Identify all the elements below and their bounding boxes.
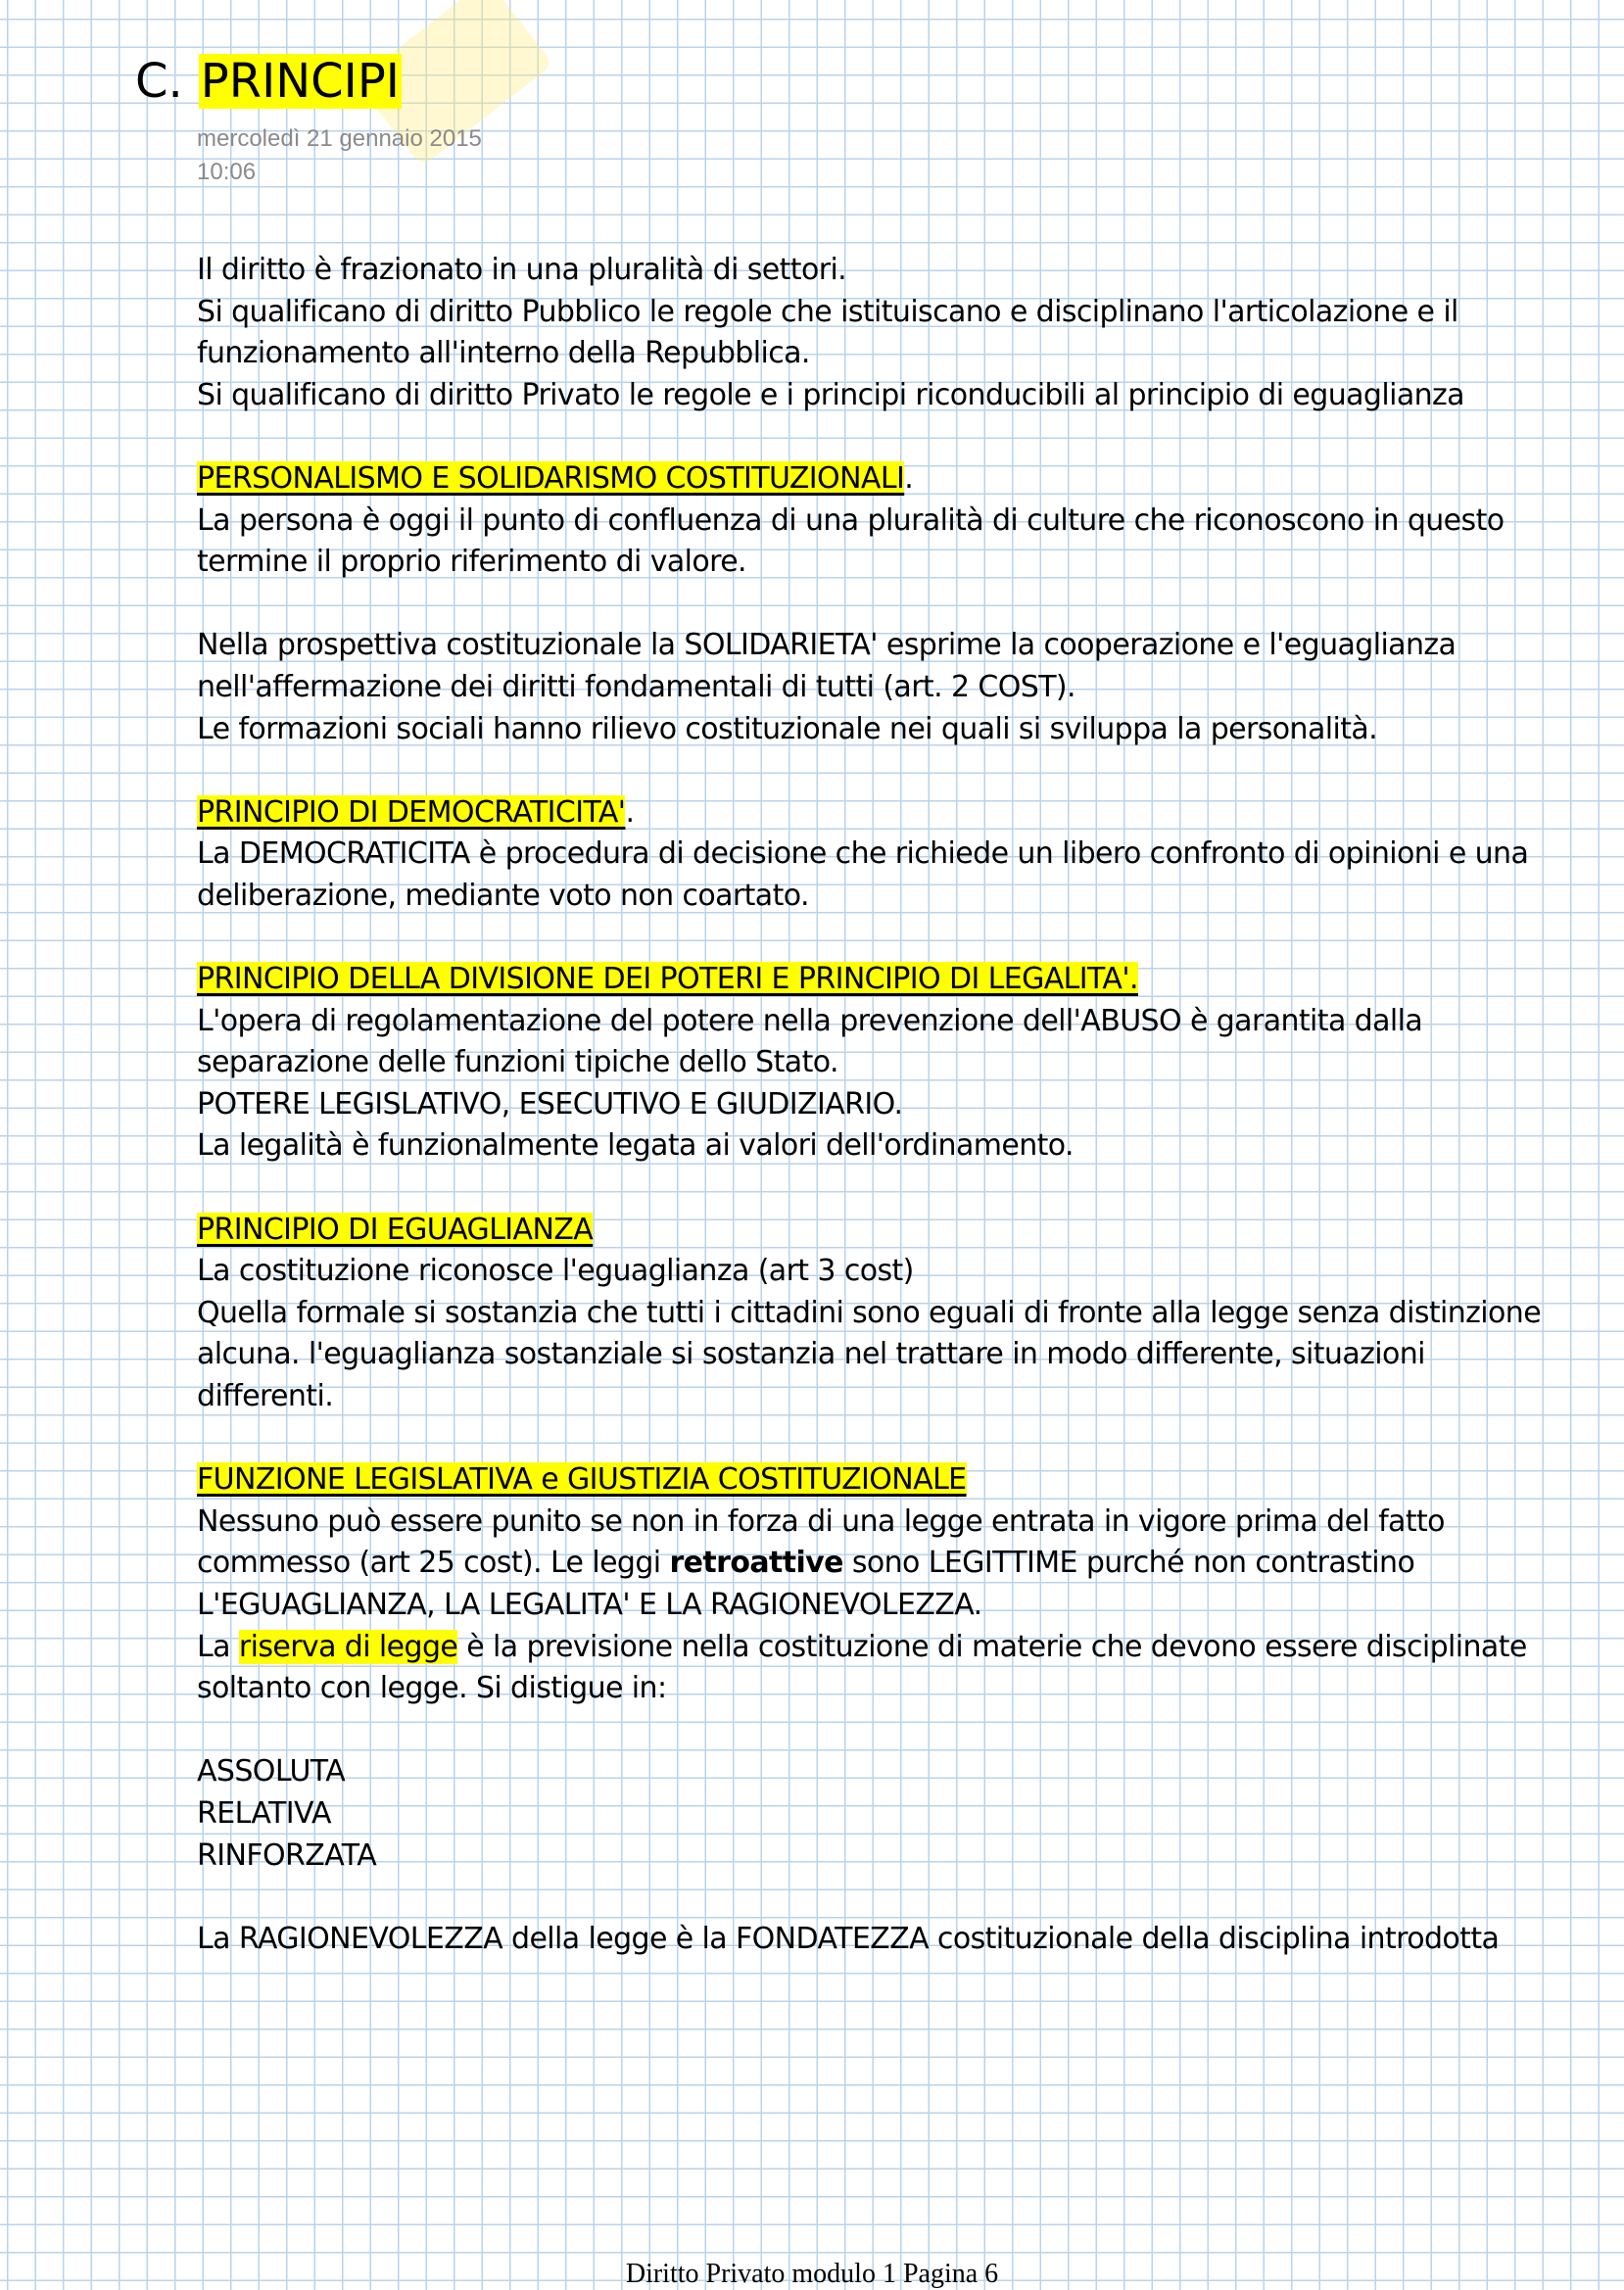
bold-term: retroattive (669, 1546, 843, 1581)
text-line: nell'affermazione dei diritti fondamentali di tutti (art. 2 COST). (197, 669, 1075, 704)
text-line: La legalità è funzionalmente legata ai valori dell'ordinamento. (197, 1128, 1074, 1164)
blank-line (197, 918, 1558, 960)
title-text: PRINCIPI (200, 54, 400, 109)
blank-line (197, 1877, 1558, 1919)
list-item: RINFORZATA (197, 1837, 377, 1873)
text-line: La DEMOCRATICITA è procedura di decisione che richiede un libero confronto di opinioni e una (197, 836, 1529, 872)
text-line: termine il proprio riferimento di valore. (197, 545, 746, 580)
section-heading-eguaglianza (197, 1210, 1558, 1252)
highlighted-term: riserva di legge (238, 1629, 458, 1664)
section-heading-personalismo: PERSONALISMO E SOLIDARISMO COSTITUZIONALI. (197, 460, 914, 496)
heading-text: PRINCIPIO DI EGUAGLIANZA (197, 1212, 594, 1247)
text-line (197, 1543, 1558, 1585)
text-line: La RAGIONEVOLEZZA della legge è la FONDATEZZA costituzionale della disciplina introdotta (197, 1921, 1500, 1956)
text-line: Nessuno può essere punito se non in forza di una legge entrata in vigore prima del fatto (197, 1503, 1445, 1539)
list-item: ASSOLUTA (197, 1754, 346, 1789)
blank-line (197, 1168, 1558, 1210)
blank-line (197, 1710, 1558, 1752)
text-line: Il diritto è frazionato in una pluralità di settori. (197, 253, 847, 287)
title-letter: C. (135, 54, 183, 109)
page-title (135, 51, 402, 112)
text-line: deliberazione, mediante voto non coartato. (197, 878, 809, 913)
text-segment: è la previsione nella costituzione di materie che devono essere disciplinate (457, 1629, 1527, 1664)
heading-text: PRINCIPIO DI DEMOCRATICITA' (197, 794, 626, 830)
blank-line (197, 1418, 1558, 1460)
text-line: funzionamento all'interno della Repubblica. (197, 336, 810, 371)
text-line (197, 1627, 1558, 1669)
text-line: soltanto con legge. Si distigue in: (197, 1671, 667, 1706)
text-line: Si qualificano di diritto Pubblico le regole che istituiscano e disciplinano l'articolazione e il (197, 294, 1458, 329)
text-segment: La (197, 1629, 239, 1664)
section-heading-democraticita: PRINCIPIO DI DEMOCRATICITA'. (197, 794, 635, 830)
blank-line (197, 584, 1558, 626)
text-line: Quella formale si sostanzia che tutti i cittadini sono eguali di fronte alla legge senza distinzione (197, 1295, 1542, 1330)
text-line: La persona è oggi il punto di confluenza di una pluralità di culture che riconoscono in questo (197, 502, 1505, 538)
heading-text: PERSONALISMO E SOLIDARISMO COSTITUZIONALI (197, 460, 905, 496)
text-line: Nella prospettiva costituzionale la SOLIDARIETA' esprime la cooperazione e l'eguaglianza (197, 628, 1457, 663)
text-line: L'opera di regolamentazione del potere nella prevenzione dell'ABUSO è garantita dalla (197, 1003, 1423, 1038)
text-line: La costituzione riconosce l'eguaglianza (art 3 cost) (197, 1254, 914, 1289)
text-line: alcuna. l'eguaglianza sostanziale si sostanzia nel trattare in modo differente, situazioni (197, 1337, 1425, 1372)
text-line: differenti. (197, 1379, 334, 1414)
section-heading-funzione-legislativa (197, 1459, 1558, 1502)
heading-text: PRINCIPIO DELLA DIVISIONE DEI POTERI E PRINCIPIO DI LEGALITA'. (197, 962, 1138, 997)
blank-line (197, 416, 1558, 458)
text-segment: sono LEGITTIME purché non contrastino (842, 1546, 1415, 1581)
list-item: RELATIVA (197, 1795, 331, 1831)
text-line: L'EGUAGLIANZA, LA LEGALITA' E LA RAGIONEVOLEZZA. (197, 1588, 982, 1622)
heading-text: FUNZIONE LEGISLATIVA e GIUSTIZIA COSTITUZIONALE (197, 1462, 967, 1498)
text-line: separazione delle funzioni tipiche dello Stato. (197, 1045, 838, 1080)
page-footer: Diritto Privato modulo 1 Pagina 6 (625, 2259, 999, 2289)
text-line: Le formazioni sociali hanno rilievo costituzionale nei quali si sviluppa la personalità. (197, 711, 1378, 746)
note-time: 10:06 (197, 159, 257, 185)
note-body (197, 250, 1558, 1960)
note-metadata (197, 122, 482, 189)
blank-line (197, 750, 1558, 792)
text-segment: commesso (art 25 cost). Le leggi (197, 1546, 670, 1581)
text-line: POTERE LEGISLATIVO, ESECUTIVO E GIUDIZIARIO. (197, 1086, 903, 1121)
note-date: mercoledì 21 gennaio 2015 (197, 125, 482, 152)
section-heading-divisione-poteri (197, 959, 1558, 1001)
text-line: Si qualificano di diritto Privato le regole e i principi riconducibili al principio di eguaglianza (197, 377, 1464, 412)
